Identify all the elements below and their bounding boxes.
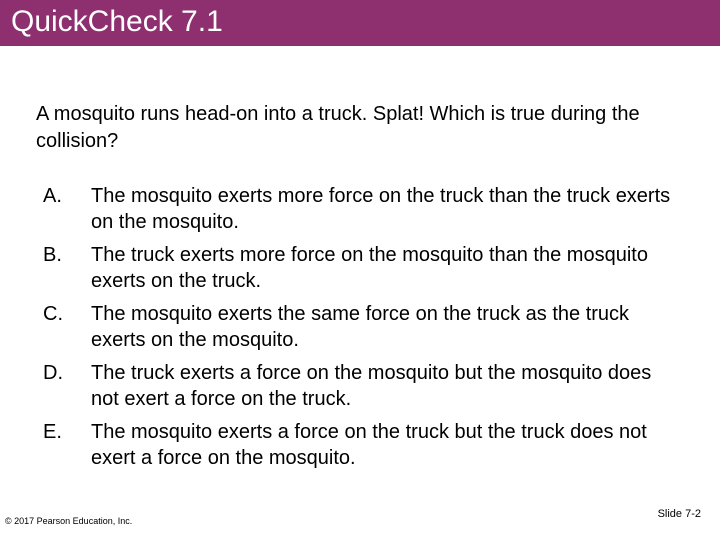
option-text: The truck exerts a force on the mosquito but the mosquito does not exert a force on the truck. <box>91 362 652 410</box>
copyright-notice: © 2017 Pearson Education, Inc. <box>5 516 133 526</box>
answer-options <box>0 184 720 479</box>
option-letter: A. <box>43 185 62 207</box>
option-text: The mosquito exerts a force on the truck but the truck does not exert a force on the mosquito. <box>91 421 647 469</box>
option-letter: D. <box>43 362 63 384</box>
question-text: A mosquito runs head-on into a truck. Splat! Which is true during the collision? <box>36 103 640 152</box>
option-text: The mosquito exerts the same force on the truck as the truck exerts on the mosquito. <box>91 303 630 351</box>
slide-number: Slide 7-2 <box>657 508 701 520</box>
option-letter: E. <box>43 421 62 443</box>
option-text: The mosquito exerts more force on the truck than the truck exerts on the mosquito. <box>91 185 671 233</box>
option-d <box>0 361 720 412</box>
option-letter: C. <box>43 303 63 325</box>
title-bar <box>0 0 720 46</box>
slide-title: QuickCheck 7.1 <box>11 5 223 38</box>
option-a <box>0 184 720 235</box>
option-c <box>0 302 720 353</box>
option-e <box>0 420 720 471</box>
option-text: The truck exerts more force on the mosquito than the mosquito exerts on the truck. <box>91 244 648 292</box>
option-letter: B. <box>43 244 62 266</box>
option-b <box>0 243 720 294</box>
